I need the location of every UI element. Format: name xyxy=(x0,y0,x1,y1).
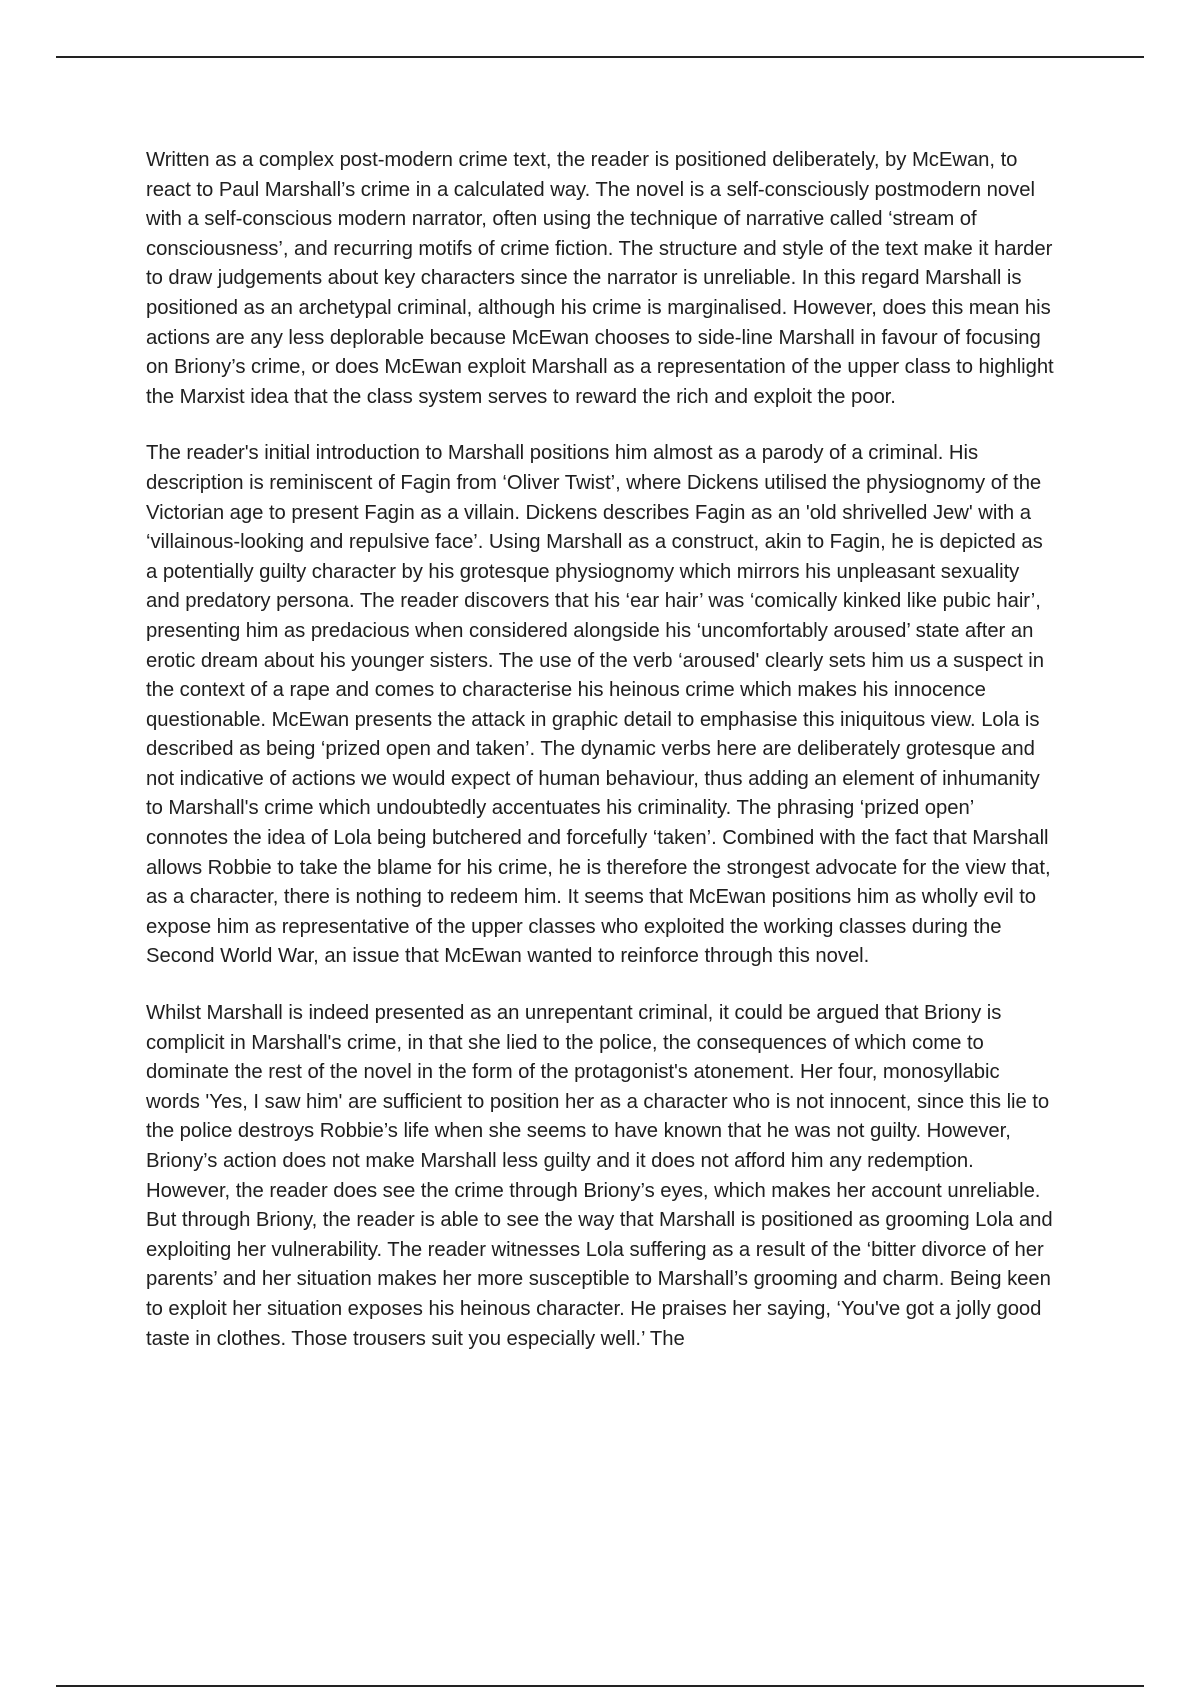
paragraph-3: Whilst Marshall is indeed presented as an unrepentant criminal, it could be argued that Briony is complicit in Marshall's crime, in that she lied to the police, the consequences of which come to dominate the rest of the novel in the form of the protagonist's atonement. Her four, monosyllabic words 'Yes, I saw him' are sufficient to position her as a character who is not innocent, since this lie to the police destroys Robbie’s life when she seems to have known that he was not guilty. However, Briony’s action does not make Marshall less guilty and it does not afford him any redemption. However, the reader does see the crime through Briony’s eyes, which makes her account unreliable. But through Briony, the reader is able to see the way that Marshall is positioned as grooming Lola and exploiting her vulnerability. The reader witnesses Lola suffering as a result of the ‘bitter divorce of her parents’ and her situation makes her more susceptible to Marshall’s grooming and charm. Being keen to exploit her situation exposes his heinous character. He praises her saying, ‘You've got a jolly good taste in clothes. Those trousers suit you especially well.’ The xyxy=(146,1002,1053,1350)
document-body xyxy=(146,146,1056,1381)
paragraph-1: Written as a complex post-modern crime text, the reader is positioned deliberately, by McEwan, to react to Paul Marshall’s crime in a calculated way. The novel is a self-consciously postmodern novel with a self-conscious modern narrator, often using the technique of narrative called ‘stream of consciousness’, and recurring motifs of crime fiction. The structure and style of the text make it harder to draw judgements about key characters since the narrator is unreliable. In this regard Marshall is positioned as an archetypal criminal, although his crime is marginalised. However, does this mean his actions are any less deplorable because McEwan chooses to side-line Marshall in favour of focusing on Briony’s crime, or does McEwan exploit Marshall as a representation of the upper class to highlight the Marxist idea that the class system serves to reward the rich and exploit the poor. xyxy=(146,149,1054,408)
paragraph-2: The reader's initial introduction to Marshall positions him almost as a parody of a criminal. His description is reminiscent of Fagin from ‘Oliver Twist’, where Dickens utilised the physiognomy of the Victorian age to present Fagin as a villain. Dickens describes Fagin as an 'old shrivelled Jew' with a ‘villainous-looking and repulsive face’. Using Marshall as a construct, akin to Fagin, he is depicted as a potentially guilty character by his grotesque physiognomy which mirrors his unpleasant sexuality and predatory persona. The reader discovers that his ‘ear hair’ was ‘comically kinked like pubic hair’, presenting him as predacious when considered alongside his ‘uncomfortably aroused’ state after an erotic dream about his younger sisters. The use of the verb ‘aroused' clearly sets him us a suspect in the context of a rape and comes to characterise his heinous crime which makes his innocence questionable. McEwan presents the attack in graphic detail to emphasise this iniquitous view. Lola is described as being ‘prized open and taken’. The dynamic verbs here are deliberately grotesque and not indicative of actions we would expect of human behaviour, thus adding an element of inhumanity to Marshall's crime which undoubtedly accentuates his criminality. The phrasing ‘prized open’ connotes the idea of Lola being butchered and forcefully ‘taken’. Combined with the fact that Marshall allows Robbie to take the blame for his crime, he is therefore the strongest advocate for the view that, as a character, there is nothing to redeem him. It seems that McEwan positions him as wholly evil to expose him as representative of the upper classes who exploited the working classes during the Second World War, an issue that McEwan wanted to reinforce through this novel. xyxy=(146,442,1051,968)
header-rule xyxy=(56,56,1144,58)
footer-rule xyxy=(56,1685,1144,1687)
